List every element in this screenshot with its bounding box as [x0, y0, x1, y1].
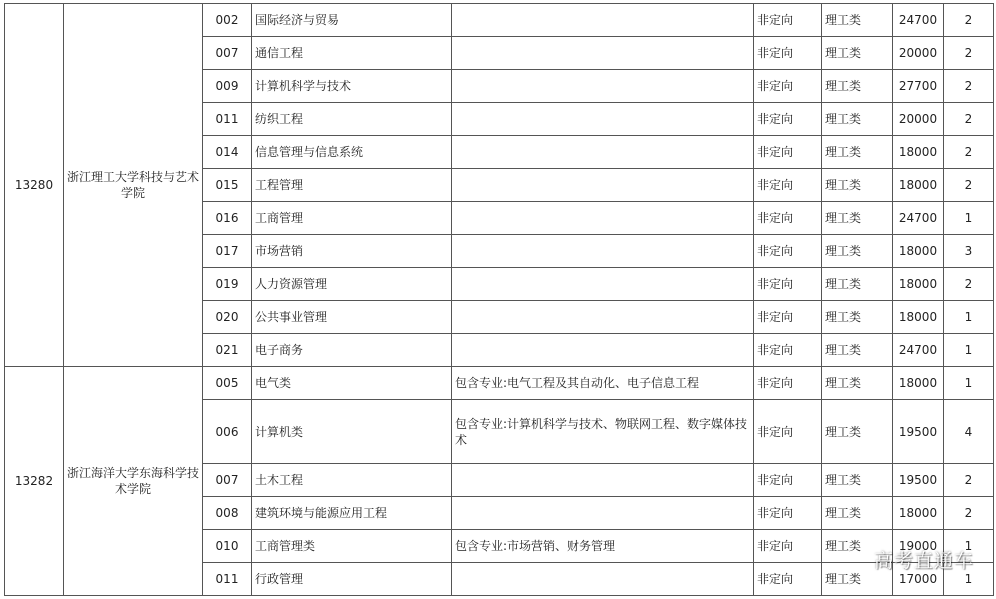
major-name-cell: 建筑环境与能源应用工程 — [252, 497, 452, 530]
category-cell: 理工类 — [822, 334, 893, 367]
major-note-cell — [452, 4, 754, 37]
major-name-cell: 行政管理 — [252, 563, 452, 596]
major-note-cell — [452, 235, 754, 268]
major-name-cell: 通信工程 — [252, 37, 452, 70]
major-name-cell: 土木工程 — [252, 464, 452, 497]
plan-type-cell: 非定向 — [754, 400, 822, 464]
major-name-cell: 信息管理与信息系统 — [252, 136, 452, 169]
major-name-cell: 工程管理 — [252, 169, 452, 202]
plan-type-cell: 非定向 — [754, 301, 822, 334]
tuition-fee-cell: 27700 — [893, 70, 944, 103]
major-name-cell: 工商管理 — [252, 202, 452, 235]
category-cell: 理工类 — [822, 301, 893, 334]
category-cell: 理工类 — [822, 367, 893, 400]
plan-count-cell: 1 — [944, 334, 994, 367]
tuition-fee-cell: 24700 — [893, 202, 944, 235]
plan-type-cell: 非定向 — [754, 367, 822, 400]
major-code-cell: 007 — [203, 464, 252, 497]
major-note-cell — [452, 464, 754, 497]
plan-type-cell: 非定向 — [754, 268, 822, 301]
major-code-cell: 014 — [203, 136, 252, 169]
major-code-cell: 017 — [203, 235, 252, 268]
tuition-fee-cell: 18000 — [893, 367, 944, 400]
major-name-cell: 纺织工程 — [252, 103, 452, 136]
major-code-cell: 009 — [203, 70, 252, 103]
major-note-cell: 包含专业:电气工程及其自动化、电子信息工程 — [452, 367, 754, 400]
major-note-cell — [452, 37, 754, 70]
tuition-fee-cell: 18000 — [893, 301, 944, 334]
plan-type-cell: 非定向 — [754, 497, 822, 530]
major-note-cell — [452, 136, 754, 169]
school-code-cell: 13280 — [5, 4, 64, 367]
plan-type-cell: 非定向 — [754, 37, 822, 70]
category-cell: 理工类 — [822, 235, 893, 268]
plan-type-cell: 非定向 — [754, 563, 822, 596]
category-cell: 理工类 — [822, 530, 893, 563]
tuition-fee-cell: 19000 — [893, 530, 944, 563]
major-code-cell: 007 — [203, 37, 252, 70]
tuition-fee-cell: 19500 — [893, 400, 944, 464]
school-name-cell: 浙江海洋大学东海科学技术学院 — [64, 367, 203, 596]
major-name-cell: 电子商务 — [252, 334, 452, 367]
school-code-cell: 13282 — [5, 367, 64, 596]
plan-count-cell: 2 — [944, 37, 994, 70]
plan-count-cell: 2 — [944, 136, 994, 169]
category-cell: 理工类 — [822, 202, 893, 235]
major-note-cell — [452, 497, 754, 530]
tuition-fee-cell: 18000 — [893, 268, 944, 301]
major-code-cell: 005 — [203, 367, 252, 400]
major-code-cell: 011 — [203, 103, 252, 136]
category-cell: 理工类 — [822, 169, 893, 202]
admission-table — [4, 3, 994, 596]
plan-count-cell: 3 — [944, 235, 994, 268]
plan-type-cell: 非定向 — [754, 4, 822, 37]
major-note-cell — [452, 334, 754, 367]
plan-count-cell: 1 — [944, 202, 994, 235]
plan-count-cell: 2 — [944, 268, 994, 301]
plan-type-cell: 非定向 — [754, 70, 822, 103]
category-cell: 理工类 — [822, 4, 893, 37]
major-name-cell: 计算机科学与技术 — [252, 70, 452, 103]
major-note-cell — [452, 169, 754, 202]
major-note-cell — [452, 70, 754, 103]
plan-count-cell: 2 — [944, 169, 994, 202]
category-cell: 理工类 — [822, 103, 893, 136]
plan-type-cell: 非定向 — [754, 530, 822, 563]
tuition-fee-cell: 17000 — [893, 563, 944, 596]
tuition-fee-cell: 18000 — [893, 136, 944, 169]
plan-count-cell: 2 — [944, 4, 994, 37]
major-code-cell: 021 — [203, 334, 252, 367]
major-code-cell: 019 — [203, 268, 252, 301]
major-note-cell — [452, 103, 754, 136]
plan-count-cell: 2 — [944, 497, 994, 530]
plan-count-cell: 1 — [944, 301, 994, 334]
major-name-cell: 人力资源管理 — [252, 268, 452, 301]
major-code-cell: 011 — [203, 563, 252, 596]
table-row — [5, 4, 994, 37]
school-name-cell: 浙江理工大学科技与艺术学院 — [64, 4, 203, 367]
category-cell: 理工类 — [822, 268, 893, 301]
tuition-fee-cell: 24700 — [893, 334, 944, 367]
plan-count-cell: 1 — [944, 530, 994, 563]
watermark-text: 高考直通车 — [873, 550, 974, 572]
major-code-cell: 016 — [203, 202, 252, 235]
plan-count-cell: 1 — [944, 367, 994, 400]
plan-type-cell: 非定向 — [754, 334, 822, 367]
table-row — [5, 367, 994, 400]
tuition-fee-cell: 19500 — [893, 464, 944, 497]
plan-type-cell: 非定向 — [754, 202, 822, 235]
plan-count-cell: 2 — [944, 464, 994, 497]
tuition-fee-cell: 20000 — [893, 37, 944, 70]
major-code-cell: 002 — [203, 4, 252, 37]
major-name-cell: 公共事业管理 — [252, 301, 452, 334]
major-note-cell — [452, 563, 754, 596]
major-code-cell: 015 — [203, 169, 252, 202]
category-cell: 理工类 — [822, 37, 893, 70]
major-name-cell: 市场营销 — [252, 235, 452, 268]
category-cell: 理工类 — [822, 136, 893, 169]
plan-count-cell: 2 — [944, 103, 994, 136]
major-note-cell — [452, 202, 754, 235]
plan-type-cell: 非定向 — [754, 235, 822, 268]
plan-count-cell: 2 — [944, 70, 994, 103]
major-name-cell: 工商管理类 — [252, 530, 452, 563]
major-note-cell — [452, 268, 754, 301]
major-name-cell: 计算机类 — [252, 400, 452, 464]
major-code-cell: 006 — [203, 400, 252, 464]
tuition-fee-cell: 18000 — [893, 497, 944, 530]
major-note-cell — [452, 301, 754, 334]
plan-type-cell: 非定向 — [754, 464, 822, 497]
category-cell: 理工类 — [822, 464, 893, 497]
major-code-cell: 020 — [203, 301, 252, 334]
tuition-fee-cell: 20000 — [893, 103, 944, 136]
category-cell: 理工类 — [822, 400, 893, 464]
tuition-fee-cell: 24700 — [893, 4, 944, 37]
plan-count-cell: 1 — [944, 563, 994, 596]
plan-type-cell: 非定向 — [754, 169, 822, 202]
major-name-cell: 电气类 — [252, 367, 452, 400]
major-note-cell: 包含专业:市场营销、财务管理 — [452, 530, 754, 563]
tuition-fee-cell: 18000 — [893, 169, 944, 202]
plan-type-cell: 非定向 — [754, 103, 822, 136]
major-code-cell: 010 — [203, 530, 252, 563]
category-cell: 理工类 — [822, 497, 893, 530]
category-cell: 理工类 — [822, 563, 893, 596]
major-name-cell: 国际经济与贸易 — [252, 4, 452, 37]
major-note-cell: 包含专业:计算机科学与技术、物联网工程、数字媒体技术 — [452, 400, 754, 464]
plan-type-cell: 非定向 — [754, 136, 822, 169]
tuition-fee-cell: 18000 — [893, 235, 944, 268]
plan-count-cell: 4 — [944, 400, 994, 464]
category-cell: 理工类 — [822, 70, 893, 103]
major-code-cell: 008 — [203, 497, 252, 530]
